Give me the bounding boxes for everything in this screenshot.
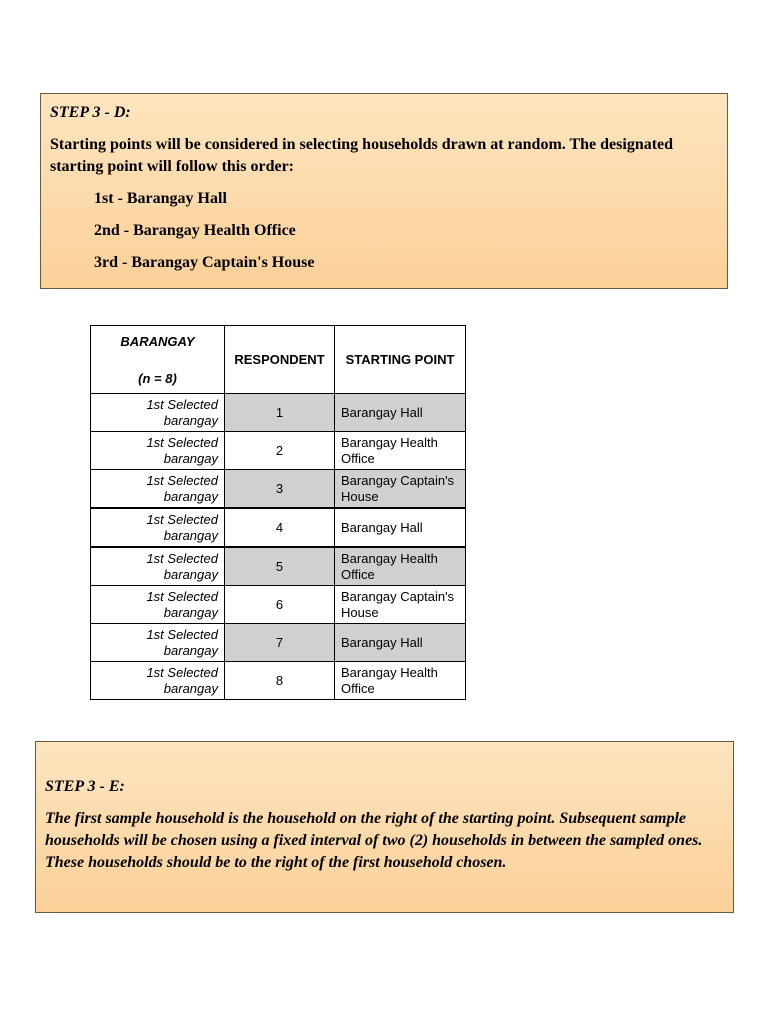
order-item-3: 3rd - Barangay Captain's House	[94, 254, 315, 271]
cell-respondent: 4	[225, 508, 335, 547]
table-row	[91, 624, 466, 662]
cell-respondent: 3	[225, 470, 335, 509]
cell-starting-point: Barangay Hall	[335, 394, 466, 432]
cell-barangay: 1st Selected barangay	[91, 586, 225, 624]
cell-starting-point: Barangay Hall	[335, 508, 466, 547]
step-3d-title: STEP 3 - D:	[50, 104, 131, 121]
header-barangay	[91, 326, 225, 394]
order-item-2: 2nd - Barangay Health Office	[94, 222, 296, 239]
table-row	[91, 508, 466, 547]
cell-starting-point: Barangay Captain's House	[335, 586, 466, 624]
respondent-table	[90, 325, 466, 700]
cell-barangay: 1st Selected barangay	[91, 432, 225, 470]
cell-starting-point: Barangay Captain's House	[335, 470, 466, 509]
cell-respondent: 1	[225, 394, 335, 432]
table-row	[91, 470, 466, 509]
starting-point-order-list	[50, 188, 718, 274]
cell-starting-point: Barangay Hall	[335, 624, 466, 662]
table-row	[91, 547, 466, 586]
step-3d-text: Starting points will be considered in selecting households drawn at random. The designated starting point will follow this order:	[50, 136, 674, 175]
header-barangay-label: BARANGAY	[120, 333, 195, 349]
table-row	[91, 432, 466, 470]
cell-starting-point: Barangay Health Office	[335, 662, 466, 700]
cell-respondent: 5	[225, 547, 335, 586]
step-3d-box	[40, 93, 728, 289]
step-3e-text: The first sample household is the household on the right of the starting point. Subsequent sample households will be chosen using a fixed interval of two (2) households in between the sampled ones. These households should be to the right of the first household chosen.	[45, 810, 703, 871]
header-barangay-count: (n = 8)	[138, 370, 177, 386]
step-3e-box	[35, 741, 734, 913]
header-respondent: RESPONDENT	[225, 326, 335, 394]
step-3e-title: STEP 3 - E:	[45, 778, 125, 795]
cell-barangay: 1st Selected barangay	[91, 662, 225, 700]
cell-respondent: 2	[225, 432, 335, 470]
cell-barangay: 1st Selected barangay	[91, 470, 225, 509]
table-row	[91, 662, 466, 700]
cell-respondent: 7	[225, 624, 335, 662]
header-starting-point: STARTING POINT	[335, 326, 466, 394]
cell-barangay: 1st Selected barangay	[91, 624, 225, 662]
cell-barangay: 1st Selected barangay	[91, 394, 225, 432]
cell-starting-point: Barangay Health Office	[335, 547, 466, 586]
cell-respondent: 6	[225, 586, 335, 624]
cell-barangay: 1st Selected barangay	[91, 508, 225, 547]
table-row	[91, 394, 466, 432]
order-item-1: 1st - Barangay Hall	[94, 190, 227, 207]
cell-starting-point: Barangay Health Office	[335, 432, 466, 470]
table-row	[91, 586, 466, 624]
table-header-row	[91, 326, 466, 394]
cell-barangay: 1st Selected barangay	[91, 547, 225, 586]
cell-respondent: 8	[225, 662, 335, 700]
